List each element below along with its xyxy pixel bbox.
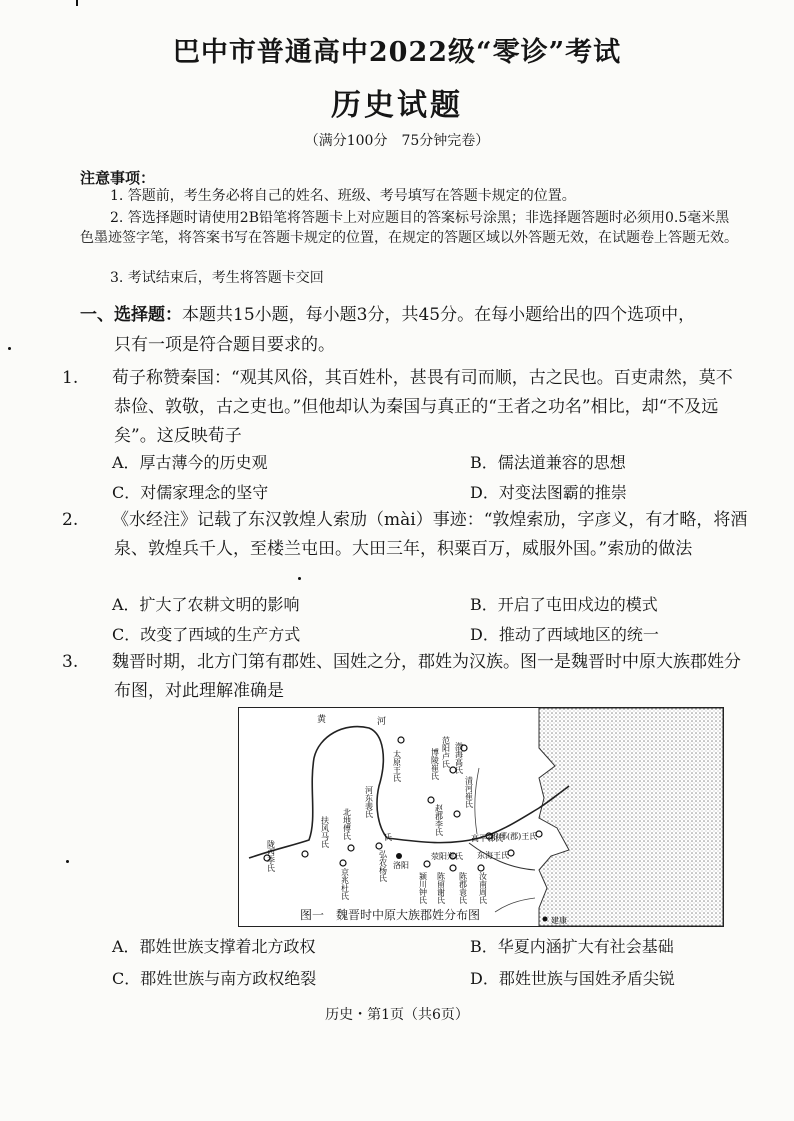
map-label: 河东裴氏 xyxy=(364,786,374,818)
option-b: B．开启了屯田戍边的模式 xyxy=(470,595,658,614)
map-label: 陈留谢氏 xyxy=(436,872,446,904)
option-a: A．厚古薄今的历史观 xyxy=(112,453,268,472)
city-marker xyxy=(543,917,548,922)
section-text-cont: 只有一项是符合题目要求的。 xyxy=(114,335,335,355)
option-c: C．改变了西域的生产方式 xyxy=(112,625,301,644)
option-d: D．推动了西域地区的统一 xyxy=(470,625,659,644)
section-label: 一、选择题： xyxy=(80,305,182,325)
option-c: C．郡姓世族与南方政权绝裂 xyxy=(112,969,317,988)
page-footer: 历史・第1页（共6页） xyxy=(325,1007,469,1023)
option-d: D．郡姓世族与国姓矛盾尖锐 xyxy=(470,969,675,988)
city-marker xyxy=(348,845,354,851)
city-marker xyxy=(396,853,402,859)
map-label: 琅琊(郡)王氏 xyxy=(491,832,538,841)
notice-item: 2. 答选择题时请使用2B铅笔将答题卡上对应题目的答案标号涂黑；非选择题答题时必须用0.5毫米黑色墨迹签字笔，将答案书写在答题卡规定的位置，在规定的答题区域以外答题无效，在试题卷上答题无效。 xyxy=(80,210,738,246)
exam-subject-title: 历史试题 xyxy=(331,88,463,123)
option-c: C．对儒家理念的坚守 xyxy=(112,483,269,502)
question-3 xyxy=(62,648,748,706)
map-label: 东海王氏 xyxy=(477,851,509,860)
river-line xyxy=(495,898,535,912)
map-drawing xyxy=(239,708,723,926)
map-label: 汝南周氏 xyxy=(478,872,488,904)
city-marker xyxy=(398,737,404,743)
map-label: 荥阳郑氏 xyxy=(431,852,463,861)
question-stem: 魏晋时期，北方门第有郡姓、国姓之分，郡姓为汉族。图一是魏晋时中原大族郡姓分布图，对此理解准确是 xyxy=(112,652,741,701)
clan-distribution-map xyxy=(238,707,724,927)
map-label: 扶风马氏 xyxy=(320,816,330,848)
option-a: A．扩大了农耕文明的影响 xyxy=(112,595,300,614)
option-b: B．华夏内涵扩大有社会基础 xyxy=(470,937,674,956)
city-marker xyxy=(454,811,460,817)
option-a: A．郡姓世族支撑着北方政权 xyxy=(112,937,316,956)
map-label: 建康 xyxy=(551,916,567,925)
notice-title: 注意事项： xyxy=(80,169,156,187)
city-marker xyxy=(424,861,430,867)
section-heading xyxy=(80,300,750,360)
city-marker xyxy=(478,865,484,871)
map-label: 陇西李氏 xyxy=(266,840,276,872)
city-marker xyxy=(450,865,456,871)
question-stem: 《水经注》记载了东汉敦煌人索劢（mài）事迹：“敦煌索劢，字彦义，有才略，将酒泉、敦煌兵千人，至楼兰屯田。大田三年，积粟百万，威服外国。”索劢的做法 xyxy=(112,510,748,559)
section-text: 本题共15小题，每小题3分，共45分。在每小题给出的四个选项中， xyxy=(182,305,696,325)
city-marker xyxy=(340,860,346,866)
question-number: 3. xyxy=(62,652,79,672)
notice-item: 1. 答题前，考生务必将自己的姓名、班级、考号填写在答题卡规定的位置。 xyxy=(110,188,576,204)
scan-mark xyxy=(8,347,11,350)
scan-mark xyxy=(76,0,78,6)
map-label: 河 xyxy=(377,717,387,727)
scan-mark xyxy=(66,860,69,863)
map-label: 渤海高氏 xyxy=(454,742,464,774)
map-label: 京兆杜氏 xyxy=(340,868,350,900)
scan-mark xyxy=(298,577,301,580)
map-label: 北地傅氏 xyxy=(342,808,352,840)
map-label: 范阳卢氏 xyxy=(441,736,451,768)
map-label: 氏 xyxy=(384,833,392,842)
map-label: 颍川钟氏 xyxy=(418,872,428,904)
map-label: 陈郡袁氏 xyxy=(458,872,468,904)
question-stem: 荀子称赞秦国：“观其风俗，其百姓朴，甚畏有司而顺，古之民也。百吏肃然，莫不恭俭、敦敬，古之吏也。”但他却认为秦国与真正的“王者之功名”相比，却“不及远矣”。这反映荀子 xyxy=(112,368,733,446)
city-marker xyxy=(376,843,382,849)
map-label: 高平郗氏 xyxy=(471,834,503,843)
notice-item: 3. 考试结束后，考生将答题卡交回 xyxy=(110,270,324,286)
option-d: D．对变法图霸的推崇 xyxy=(470,483,627,502)
sea-area xyxy=(539,708,723,926)
question-number: 1. xyxy=(62,368,79,388)
river-line xyxy=(475,768,479,834)
map-label: 赵郡李氏 xyxy=(434,804,444,836)
city-marker xyxy=(428,797,434,803)
score-note: （满分100分 75分钟完卷） xyxy=(304,133,490,149)
question-1 xyxy=(62,364,748,451)
map-label: 弘农杨氏 xyxy=(378,850,388,882)
map-label: 洛阳 xyxy=(393,861,409,870)
map-label: 博陵崔氏 xyxy=(430,748,440,780)
question-number: 2. xyxy=(62,510,79,530)
question-2 xyxy=(62,506,748,564)
option-b: B．儒法道兼容的思想 xyxy=(470,453,626,472)
map-label: 清河崔氏 xyxy=(464,776,474,808)
map-label: 黄 xyxy=(317,715,327,725)
city-marker xyxy=(302,851,308,857)
map-caption: 图一 魏晋时中原大族郡姓分布图 xyxy=(300,908,481,922)
map-label: 太原王氏 xyxy=(392,750,402,782)
exam-title: 巴中市普通高中2022级“零诊”考试 xyxy=(172,37,622,68)
